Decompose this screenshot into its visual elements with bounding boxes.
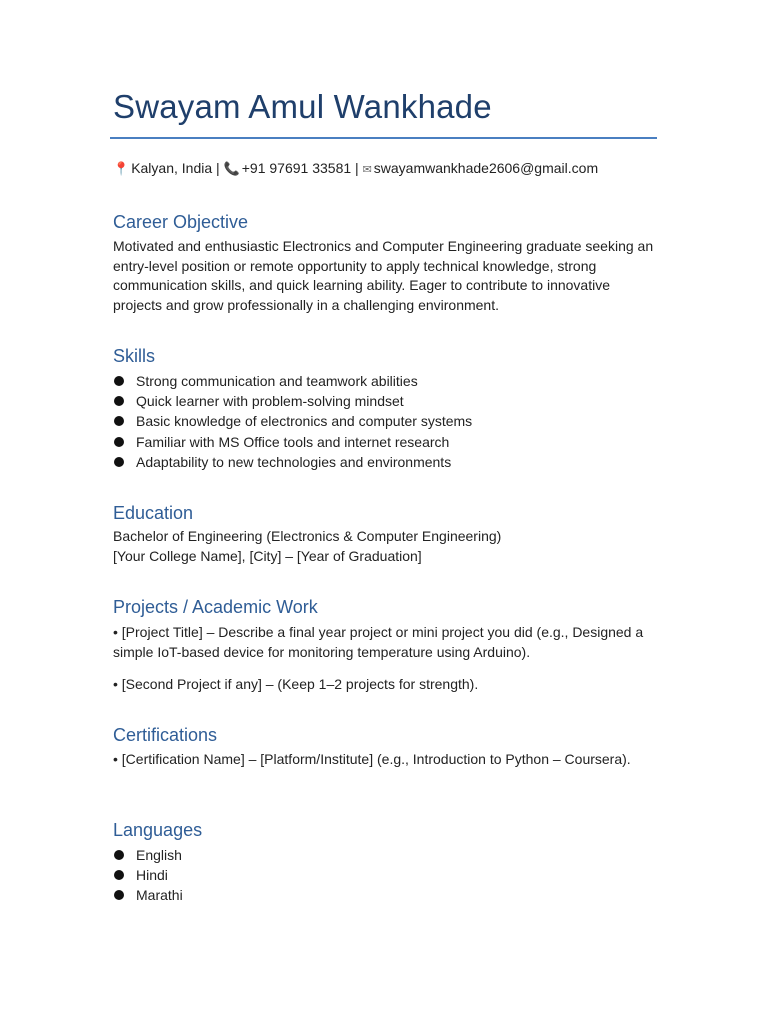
- candidate-name: Swayam Amul Wankhade: [113, 88, 492, 125]
- phone-text: +91 97691 33581 |: [241, 160, 359, 176]
- skill-item: [113, 371, 472, 391]
- contact-line: [113, 160, 598, 177]
- map-pin-icon: 📍: [113, 161, 130, 176]
- language-item: [113, 885, 183, 905]
- languages-list: [113, 845, 183, 906]
- skills-heading: Skills: [113, 346, 156, 366]
- bullet-dot-icon: [114, 870, 124, 880]
- language-item: [113, 845, 183, 865]
- language-text: Hindi: [136, 867, 168, 884]
- career-objective-text: Motivated and enthusiastic Electronics and Computer Engineering graduate seeking an entry-level position or remote opportunity to apply technical knowledge, strong communication skills, and quick learning ability. Eager to contribute to innovative projects and grow professionally in a challenging environment.: [113, 238, 654, 314]
- skill-text: Adaptability to new technologies and environments: [136, 453, 452, 470]
- certification-item: • [Certification Name] – [Platform/Institute] (e.g., Introduction to Python – Coursera).: [113, 751, 631, 767]
- education-details: [Your College Name], [City] – [Year of Graduation]: [113, 548, 422, 564]
- bullet-dot-icon: [114, 890, 124, 900]
- skill-text: Basic knowledge of electronics and computer systems: [136, 413, 473, 430]
- skills-list: [113, 371, 472, 472]
- language-item: [113, 865, 183, 885]
- skill-item: [113, 432, 472, 452]
- envelope-icon: ✉: [362, 164, 372, 176]
- bullet-dot-icon: [114, 376, 124, 386]
- career-objective-heading: Career Objective: [113, 212, 249, 232]
- email-link[interactable]: swayamwankhade2606@gmail.com: [373, 160, 599, 176]
- skill-item: [113, 391, 472, 411]
- bullet-dot-icon: [114, 437, 124, 447]
- bullet-dot-icon: [114, 416, 124, 426]
- language-text: Marathi: [136, 887, 183, 904]
- education-heading: Education: [113, 503, 194, 523]
- bullet-dot-icon: [114, 850, 124, 860]
- bullet-dot-icon: [114, 457, 124, 467]
- phone-icon: 📞: [223, 161, 240, 176]
- project-item: • [Project Title] – Describe a final year project or mini project you did (e.g., Designed a simple IoT-based device for monitoring temperature using Arduino).: [113, 624, 644, 660]
- languages-heading: Languages: [113, 820, 203, 840]
- skill-text: Quick learner with problem-solving mindset: [136, 393, 404, 410]
- education-degree: Bachelor of Engineering (Electronics & Computer Engineering): [113, 528, 502, 544]
- skill-text: Familiar with MS Office tools and internet research: [136, 433, 450, 450]
- certifications-heading: Certifications: [113, 725, 218, 745]
- skill-text: Strong communication and teamwork abilities: [136, 373, 418, 389]
- skill-item: [113, 452, 472, 472]
- skill-item: [113, 411, 472, 431]
- projects-heading: Projects / Academic Work: [113, 597, 318, 617]
- header-divider: [110, 137, 657, 139]
- project-item: • [Second Project if any] – (Keep 1–2 projects for strength).: [113, 676, 479, 692]
- language-text: English: [136, 847, 182, 863]
- bullet-dot-icon: [114, 396, 124, 406]
- location-text: Kalyan, India |: [131, 160, 220, 176]
